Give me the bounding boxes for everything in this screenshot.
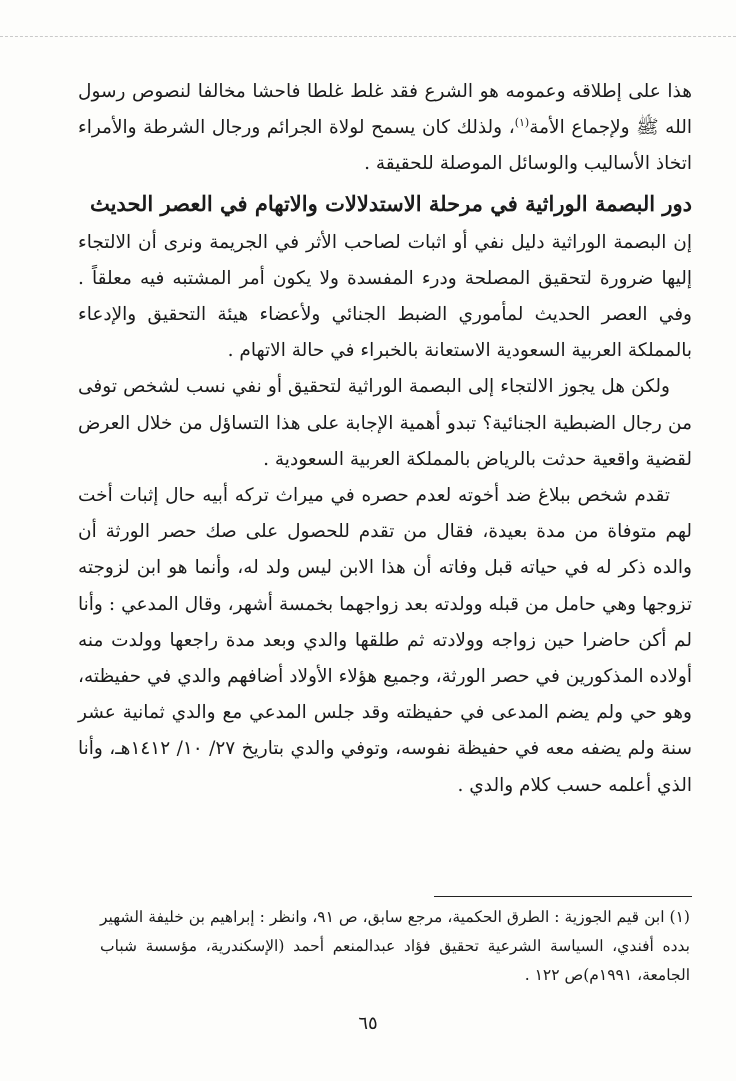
footnotes — [100, 903, 690, 990]
footnote-divider — [434, 896, 692, 897]
paragraph-4: تقدم شخص ببلاغ ضد أخوته لعدم حصره في ميراث تركه أبيه حال إثبات أخت لهم متوفاة من مدة بعيدة، فقال من تقدم للحصول على صك حصر الورثة أن والده ذكر له في حياته قبل وفاته أن هذا الابن ليس ولد له، وأنما هو ابن لزوجته تزوجها وهي حامل من قبله وولدته بعد زواجهما بخمسة أشهر، وقال المدعي : وأنا لم أكن حاضرا حين زواجه وولادته ثم طلقها والدي وبعد مدة راجعها وولدت منه أولاده المذكورين في حصر الورثة، وجميع هؤلاء الأولاد أضافهم والدي في حفيظته، وهو حي ولم يضم المدعى في حفيظته وقد جلس المدعي مع والدي ثمانية عشر سنة ولم يضفه معه في حفيظة نفوسه، وتوفي والدي بتاريخ ٢٧/ ١٠/ ١٤١٢هـ، وأنا الذي أعلمه حسب كلام والدي . — [78, 485, 692, 796]
section-heading: دور البصمة الوراثية في مرحلة الاستدلالات والاتهام في العصر الحديث — [89, 190, 692, 216]
paragraph-2: إن البصمة الوراثية دليل نفي أو اثبات لصاحب الأثر في الجريمة ونرى أن الالتجاء إليها ضرورة لتحقيق المصلحة ودرء المفسدة ولا يكون أمر المشتبه فيه معلقاً . وفي العصر الحديث لمأموري الضبط الجنائي ولأعضاء هيئة التحقيق والإدعاء بالمملكة العربية السعودية الاستعانة بالخبراء في حالة الاتهام . — [78, 231, 692, 362]
paragraph-3: ولكن هل يجوز الالتجاء إلى البصمة الوراثية لتحقيق أو نفي نسب لشخص توفى من رجال الضبطية الجنائية؟ تبدو أهمية الإجابة على هذا التساؤل من خلال العرض لقضية واقعية حدثت بالرياض بالمملكة العربية السعودية . — [78, 376, 692, 470]
main-text — [78, 74, 692, 804]
footnote-1: (١) ابن قيم الجوزية : الطرق الحكمية، مرجع سابق، ص ٩١، وانظر : إبراهيم بن خليفة الشهير بدده أفندي، السياسة الشرعية تحقيق فؤاد عبدالمنعم أحمد (الإسكندرية، مؤسسة شباب الجامعة، ١٩٩١م)ص ١٢٢ . — [100, 908, 690, 984]
paragraph-1 — [78, 74, 692, 183]
paragraph-1-text-b: ، ولذلك كان يسمح لولاة الجرائم ورجال الشرطة والأمراء اتخاذ الأساليب والوسائل الموصلة للحقيقة . — [78, 117, 692, 175]
footnote-reference[interactable]: (١) — [514, 116, 530, 130]
paragraph-1-text-a: هذا على إطلاقه وعمومه هو الشرع فقد غلط غلطا فاحشا مخالفا لنصوص رسول الله ﷺ ولإجماع الأمة — [78, 81, 692, 139]
scan-edge-line — [0, 36, 736, 37]
page-number: ٦٥ — [358, 1013, 378, 1034]
